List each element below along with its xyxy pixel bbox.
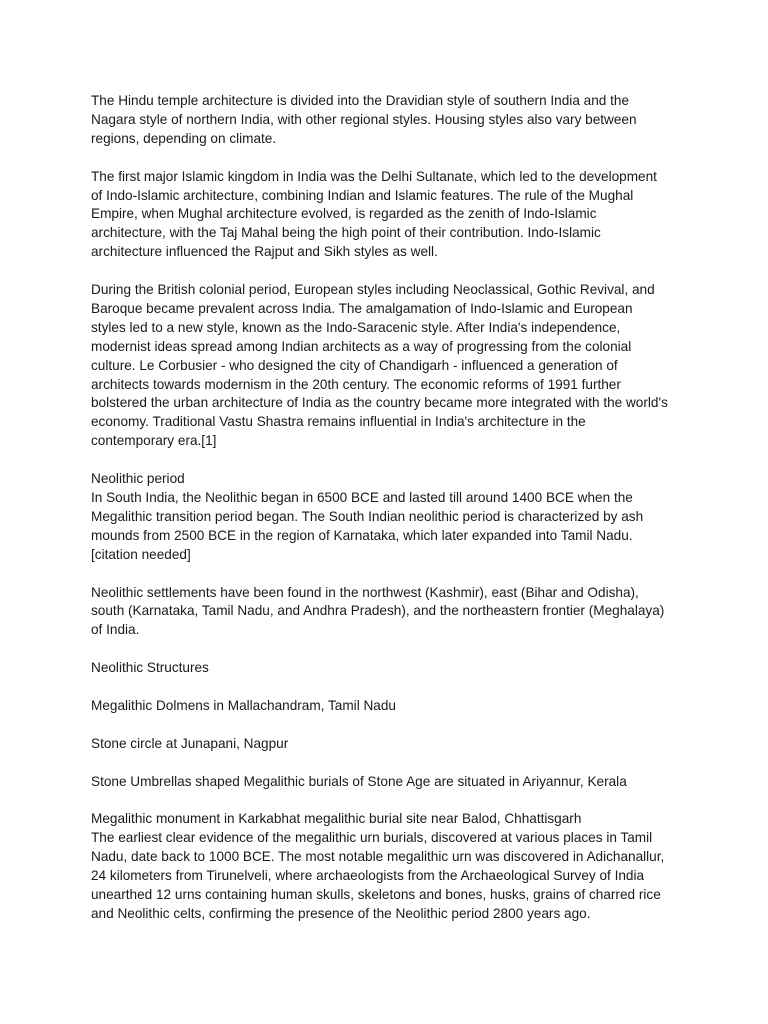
- paragraph-islamic-architecture: The first major Islamic kingdom in India was the Delhi Sultanate, which led to the development of Indo-Islamic architecture, combining Indian and Islamic features. The rule of the Mughal Empire, when Mughal architecture evolved, is regarded as the zenith of Indo-Islamic architecture, with the Taj Mahal being the high point of their contribution. Indo-Islamic architecture influenced the Rajput and Sikh styles as well.: [91, 168, 657, 260]
- heading-neolithic-structures: Neolithic Structures: [91, 660, 209, 676]
- heading-neolithic-period: Neolithic period: [91, 471, 185, 487]
- caption-stone-circle: Stone circle at Junapani, Nagpur: [91, 735, 289, 751]
- caption-stone-umbrellas: Stone Umbrellas shaped Megalithic burials of Stone Age are situated in Ariyannur, Kerala: [91, 773, 627, 789]
- caption-megalithic-dolmens: Megalithic Dolmens in Mallachandram, Tamil Nadu: [91, 697, 396, 713]
- paragraph-colonial-period: During the British colonial period, European styles including Neoclassical, Gothic Revival, and Baroque became prevalent across India. The amalgamation of Indo-Islamic and European styles led to a new style, known as the Indo-Saracenic style. After India's independence, modernist ideas spread among Indian architects as a way of progressing from the colonial culture. Le Corbusier - who designed the city of Chandigarh - influenced a generation of architects towards modernism in the 20th century. The economic reforms of 1991 further bolstered the urban architecture of India as the country became more integrated with the world's economy. Traditional Vastu Shastra remains influential in India's architecture in the contemporary era.[1]: [91, 282, 668, 449]
- paragraph-urn-burials: The earliest clear evidence of the megalithic urn burials, discovered at various places in Tamil Nadu, date back to 1000 BCE. The most notable megalithic urn was discovered in Adichanallur, 24 kilometers from Tirunelveli, where archaeologists from the Archaeological Survey of India unearthed 12 urns containing human skulls, skeletons and bones, husks, grains of charred rice and Neolithic celts, confirming the presence of the Neolithic period 2800 years ago.: [91, 830, 665, 921]
- paragraph-south-india-neolithic: In South India, the Neolithic began in 6500 BCE and lasted till around 1400 BCE when the Megalithic transition period began. The South Indian neolithic period is characterized by ash mounds from 2500 BCE in the region of Karnataka, which later expanded into Tamil Nadu. [citation needed]: [91, 489, 644, 562]
- paragraph-neolithic-settlements: Neolithic settlements have been found in the northwest (Kashmir), east (Bihar and Odisha), south (Karnataka, Tamil Nadu, and Andhra Pradesh), and the northeastern frontier (Meghalaya) of India.: [91, 584, 665, 638]
- caption-karkabhat-monument: Megalithic monument in Karkabhat megalithic burial site near Balod, Chhattisgarh: [91, 811, 582, 827]
- paragraph-temple-architecture: The Hindu temple architecture is divided into the Dravidian style of southern India and the Nagara style of northern India, with other regional styles. Housing styles also vary between regions, depending on climate.: [91, 93, 637, 146]
- document-body: [91, 92, 691, 943]
